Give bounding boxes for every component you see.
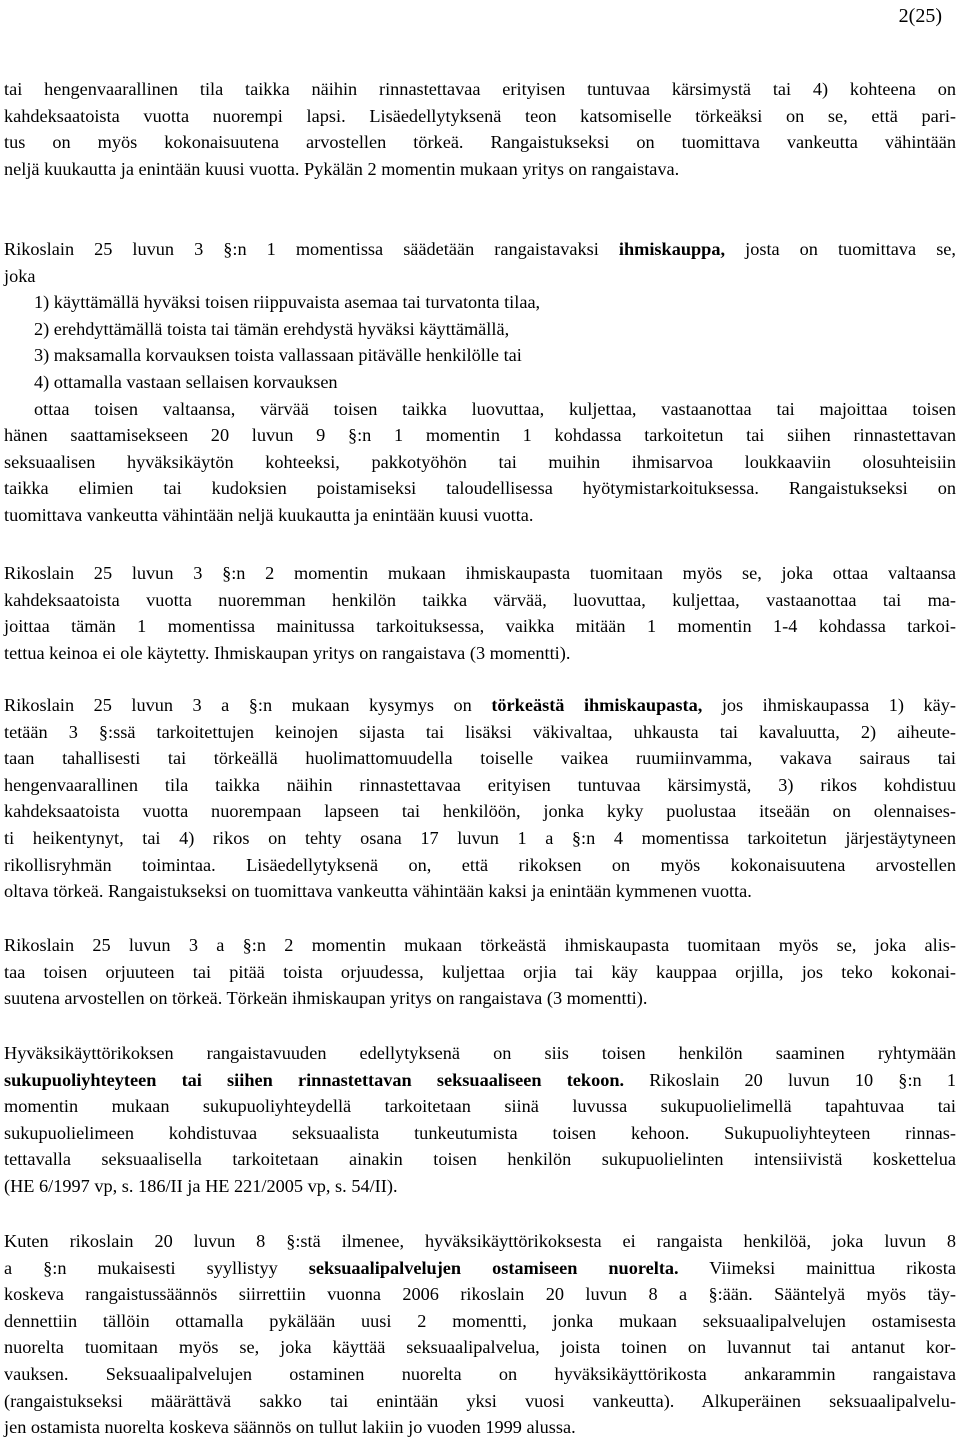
text-line: Hyväksikäyttörikoksen rangaistavuuden edellytyksenä on siis toisen henkilön saaminen ryhtymään (4, 1043, 956, 1063)
text-span: Rikoslain 20 luvun 10 §:n 1 (624, 1069, 956, 1090)
text-line: rikollisryhmän toimintaa. Lisäedellytyksenä on, että rikoksen on myös kokonaisuutena arvostellen (4, 854, 956, 875)
text-line: momentin mukaan sukupuoliyhteydellä tarkoitetaan siinä luvussa sukupuolielimellä tapahtuvaa tai (4, 1096, 956, 1117)
text-line: tus on myös kokonaisuutena arvostellen törkeä. Rangaistukseksi on tuomittava vankeutta vähintään (4, 132, 956, 153)
text-line: hänen saattamisekseen 20 luvun 9 §:n 1 momentin 1 kohdassa tarkoitetun tai siihen rinnastettavan (4, 425, 956, 446)
paragraph-5 (4, 932, 956, 1012)
text-line: suutena arvostellen on törkeä. Törkeän ihmiskaupan yritys on rangaistava (3 momentti). (4, 988, 648, 1009)
paragraph-2 (4, 236, 956, 529)
text-line: kahdeksaatoista vuotta nuorempaan lapseen tai henkilöön, jonka kyky puolustaa itseään on olennaises- (4, 801, 956, 822)
paragraph-3 (4, 560, 956, 666)
bold-term: ihmiskauppa, (618, 239, 726, 259)
list-item: 3) maksamalla korvauksen toista vallassaan pitävälle henkilölle tai (34, 345, 522, 366)
text-line (4, 1255, 956, 1282)
text-line: (rangaistukseksi määrättävä sakko tai enintään yksi vuosi vankeutta). Alkuperäinen seksuaalipalvelu- (4, 1390, 956, 1411)
text-line: neljä kuukautta ja enintään kuusi vuotta. Pykälän 2 momentin mukaan yritys on rangaistava. (4, 158, 680, 179)
list-item: 1) käyttämällä hyväksi toisen riippuvaista asemaa tai turvatonta tilaa, (34, 292, 541, 313)
text-line: ti heikentynyt, tai 4) rikos on tehty osana 17 luvun 1 a §:n 4 momentissa tarkoitetun järjestäytyneen (4, 827, 956, 848)
paragraph-7 (4, 1228, 956, 1441)
text-line: tuomittava vankeutta vähintään neljä kuukautta ja enintään kuusi vuotta. (4, 504, 534, 525)
text-line: Kuten rikoslain 20 luvun 8 §:stä ilmenee, hyväksikäyttörikoksesta ei rangaista henkilöä, joka luvun 8 (4, 1231, 956, 1251)
text-line: taa toisen orjuuteen tai pitää toista orjuudessa, kuljettaa orjia tai käy kauppaa orjilla, jos teko kokonai- (4, 961, 956, 982)
text-line: (HE 6/1997 vp, s. 186/II ja HE 221/2005 vp, s. 54/II). (4, 1175, 398, 1196)
text-line: tettua keinoa ei ole käytetty. Ihmiskaupan yritys on rangaistava (3 momentti). (4, 642, 571, 663)
text-line (4, 236, 956, 263)
text-line: kahdeksaatoista vuotta nuoremman henkilön taikka värvää, luovuttaa, kuljettaa, vastaanottaa tai ma- (4, 589, 956, 610)
text-line: sukupuolielimeen kohdistuvaa seksuaalista tunkeutumista toisen kehoon. Sukupuoliyhteyteen rinnas- (4, 1122, 956, 1143)
text-line: oltava törkeä. Rangaistukseksi on tuomittava vankeutta vähintään kaksi ja enintään kymmenen vuotta. (4, 881, 752, 902)
text-line: taan tahallisesti tai törkeällä huolimattomuudella toiselle vaikea ruumiinvamma, vakava sairaus tai (4, 748, 956, 769)
text-line: taikka elimien tai kudoksien poistamiseksi taloudellisessa hyötymistarkoituksessa. Rangaistukseksi on (4, 478, 956, 499)
text-line: kahdeksaatoista vuotta nuorempi lapsi. Lisäedellytyksenä teon katsomiselle törkeäksi on se, että pari- (4, 105, 956, 126)
text-line: tetään 3 §:ssä tarkoitettujen keinojen sijasta tai lisäksi väkivaltaa, uhkausta tai kavaluutta, 2) aiheute- (4, 721, 956, 742)
bold-term: seksuaalipalvelujen ostamiseen nuorelta. (308, 1257, 679, 1278)
text-line (4, 1067, 956, 1094)
text-line: Rikoslain 25 luvun 3 §:n 2 momentin mukaan ihmiskaupasta tuomitaan myös se, joka ottaa valtaansa (4, 563, 956, 583)
text-line: koskeva rangaistussäännös siirrettiin vuonna 2006 rikoslain 20 luvun 8 a §:ään. Sääntelyä myös täy- (4, 1284, 956, 1305)
paragraph-4 (4, 692, 956, 905)
paragraph-1 (4, 76, 956, 182)
text-line: vauksen. Seksuaalipalvelujen ostaminen nuorelta on hyväksikäyttörikosta ankarammin rangaistava (4, 1363, 956, 1384)
text-line: nuorelta tuomitaan myös se, joka käyttää seksuaalipalvelua, joista toinen on luvannut tai antanut kor- (4, 1337, 956, 1358)
list-item: 2) erehdyttämällä toista tai tämän erehdystä hyväksi käyttämällä, (34, 318, 510, 339)
list-item: 4) ottamalla vastaan sellaisen korvauksen (34, 371, 338, 392)
text-line: dennettiin tällöin ottamalla pykälään uusi 2 momentti, jonka mukaan seksuaalipalvelujen ostamisesta (4, 1310, 956, 1331)
text-line (4, 692, 956, 719)
bold-term: törkeästä ihmiskaupasta, (491, 695, 703, 715)
text-line: seksuaalisen hyväksikäytön kohteeksi, pakkotyöhön tai muihin ihmisarvoa loukkaaviin olosuhteisiin (4, 451, 956, 472)
page-number: 2(25) (898, 5, 942, 27)
text-span: Rikoslain 25 luvun 3 a §:n mukaan kysymys on (4, 695, 492, 715)
text-line: ottaa toisen valtaansa, värvää toisen taikka luovuttaa, kuljettaa, vastaanottaa tai majoittaa toisen (34, 398, 956, 419)
text-line: tettavalla seksuaalisella tarkoitetaan ainakin toisen henkilön sukupuolielinten intensiivistä koskettelua (4, 1149, 956, 1170)
text-span: josta on tuomittava se, (725, 239, 956, 259)
text-span: Viimeksi mainittua rikosta (678, 1257, 956, 1278)
text-line: joittaa tämän 1 momentissa mainitussa tarkoituksessa, vaikka mitään 1 momentin 1-4 kohdassa tarkoi- (4, 616, 956, 637)
text-line: hengenvaarallinen tila taikka näihin rinnastettavaa erityisen tuntuvaa kärsimystä, 3) rikos kohdistuu (4, 774, 956, 795)
text-line: jen ostamista nuorelta koskeva säännös on tullut lakiin jo vuoden 1999 alussa. (4, 1417, 576, 1438)
text-line: joka (4, 265, 36, 286)
text-span: a §:n mukaisesti syyllistyy (4, 1257, 309, 1278)
text-line: tai hengenvaarallinen tila taikka näihin rinnastettavaa erityisen tuntuvaa kärsimystä tai 4) kohteena on (4, 79, 956, 99)
text-span: jos ihmiskaupassa 1) käy- (702, 695, 957, 715)
text-span: Rikoslain 25 luvun 3 §:n 1 momentissa säädetään rangaistavaksi (4, 239, 619, 259)
paragraph-6 (4, 1040, 956, 1200)
text-line: Rikoslain 25 luvun 3 a §:n 2 momentin mukaan törkeästä ihmiskaupasta tuomitaan myös se, joka alis- (4, 935, 956, 955)
bold-term: sukupuoliyhteyteen tai siihen rinnastettavan seksuaaliseen tekoon. (4, 1069, 625, 1090)
